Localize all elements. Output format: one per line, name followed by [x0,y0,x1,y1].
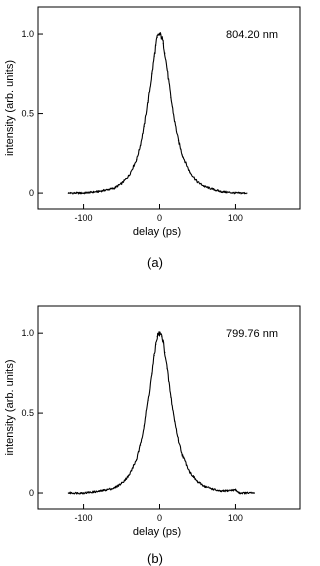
data-point [178,140,179,141]
y-tick-label: 0 [28,488,34,499]
data-point [164,53,165,54]
data-point [83,492,84,493]
y-axis-label: intensity (arb. units) [4,359,16,456]
data-point [129,175,130,176]
y-tick-label: 0 [28,188,34,199]
data-point [157,336,158,337]
data-point [140,444,141,445]
data-point [157,37,158,38]
x-tick-label: -100 [74,513,93,523]
data-point [167,68,168,69]
data-point [140,145,141,146]
data-point [154,56,155,57]
data-point [189,172,190,173]
data-point [113,188,114,189]
panel-caption: (b) [147,551,163,566]
data-point [170,97,171,98]
data-point [144,425,145,426]
data-point [144,126,145,127]
panel-a [4,7,300,270]
data-point [182,154,183,155]
data-point [155,45,156,46]
data-point [154,355,155,356]
data-point [170,397,171,398]
data-point [197,181,198,182]
data-point [136,459,137,460]
data-point [174,121,175,122]
x-tick-label: 0 [156,513,163,523]
data-point [161,37,162,38]
data-trace [68,33,246,194]
x-axis-label: delay (ps) [132,526,182,538]
data-point [121,183,122,184]
data-point [167,368,168,369]
data-point [204,486,205,487]
data-point [220,191,221,192]
data-point [235,192,236,193]
data-point [159,33,160,34]
data-point [98,191,99,192]
data-point [164,352,165,353]
x-tick-label: -100 [74,213,93,223]
data-point [161,336,162,337]
data-point [189,472,190,473]
data-point [178,440,179,441]
data-point [197,481,198,482]
data-point [174,420,175,421]
data-point [151,373,152,374]
data-point [246,192,247,193]
data-point [151,73,152,74]
panel-caption: (a) [147,255,163,270]
y-axis-label: intensity (arb. units) [4,60,16,156]
data-point [148,100,149,101]
y-tick-label: 0.5 [21,108,34,119]
data-point [182,454,183,455]
y-tick-label: 1.0 [21,328,34,339]
data-point [235,489,236,490]
data-point [220,491,221,492]
data-point [83,192,84,193]
data-point [129,475,130,476]
data-trace [68,332,254,494]
data-point [163,43,164,44]
data-point [155,344,156,345]
data-point [204,186,205,187]
data-point [68,192,69,193]
data-point [163,342,164,343]
data-point [159,333,160,334]
data-point [239,492,240,493]
data-point [254,492,255,493]
x-tick-label: 0 [156,213,163,223]
data-point [148,400,149,401]
wavelength-annotation: 799.76 nm [226,328,278,340]
data-point [68,492,69,493]
x-tick-label: 100 [227,213,243,223]
panel-b [4,306,300,566]
data-point [136,159,137,160]
y-tick-label: 0.5 [21,408,34,419]
x-tick-label: 100 [227,513,243,523]
data-point [113,488,114,489]
data-point [121,483,122,484]
y-tick-label: 1.0 [21,29,34,40]
wavelength-annotation: 804.20 nm [226,29,278,41]
x-axis-label: delay (ps) [132,226,182,238]
data-point [98,491,99,492]
